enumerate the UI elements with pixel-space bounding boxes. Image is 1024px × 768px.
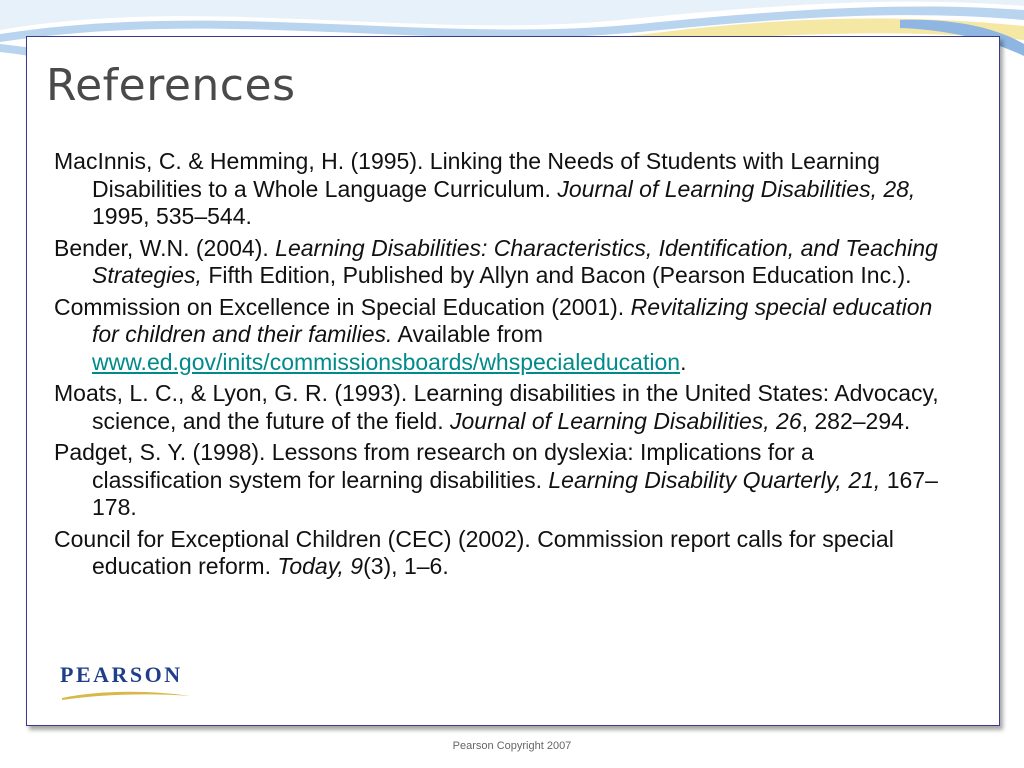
reference-tail: Available from — [392, 321, 543, 347]
reference-journal: Learning Disabilities: Characteristics, Identification, and Teaching Strategies, — [92, 234, 938, 288]
pearson-logo — [60, 662, 192, 707]
reference-item — [54, 235, 944, 290]
reference-journal: Revitalizing special education for children and their families. — [92, 293, 933, 347]
reference-text: Commission on Excellence in Special Education (2001). — [54, 293, 631, 320]
logo-text: PEARSON — [60, 662, 183, 687]
footer-copyright: Pearson Copyright 2007 — [452, 740, 572, 752]
reference-tail: Fifth Edition, Published by Allyn and Bacon (Pearson Education Inc.). — [201, 262, 912, 288]
reference-tail: 1995, 535–544. — [92, 203, 252, 229]
reference-item — [54, 148, 944, 231]
logo-swoosh-icon — [60, 688, 192, 702]
reference-item — [54, 294, 944, 377]
page-title: References — [46, 60, 296, 111]
reference-tail: (3), 1–6. — [363, 553, 449, 579]
reference-tail: , 282–294. — [801, 407, 911, 434]
reference-link[interactable]: www.ed.gov/inits/commissionsboards/whspecialeducation — [92, 348, 681, 375]
reference-journal: Today, 9 — [277, 553, 364, 579]
reference-item — [54, 526, 944, 581]
reference-text: Moats, L. C., & Lyon, G. R. (1993). Learning disabilities in the United States: Advocacy, science, and the future of the field. — [54, 380, 939, 434]
reference-end: . — [680, 348, 687, 375]
reference-text: Padget, S. Y. (1998). Lessons from research on dyslexia: Implications for a classification system for learning disabilities. — [54, 439, 814, 493]
reference-journal: Journal of Learning Disabilities, 28, — [557, 175, 916, 202]
reference-text: MacInnis, C. & Hemming, H. (1995). Linking the Needs of Students with Learning Disabilities to a Whole Language Curriculum. — [54, 148, 880, 202]
reference-item — [54, 380, 944, 435]
reference-journal: Journal of Learning Disabilities, 26 — [450, 407, 802, 434]
reference-text: Council for Exceptional Children (CEC) (2002). Commission report calls for special education reform. — [54, 525, 894, 579]
reference-item — [54, 439, 944, 522]
reference-list — [54, 148, 944, 585]
reference-journal: Learning Disability Quarterly, 21, — [548, 466, 881, 493]
reference-text: Bender, W.N. (2004). — [54, 234, 276, 261]
reference-tail: 167–178. — [92, 466, 938, 520]
